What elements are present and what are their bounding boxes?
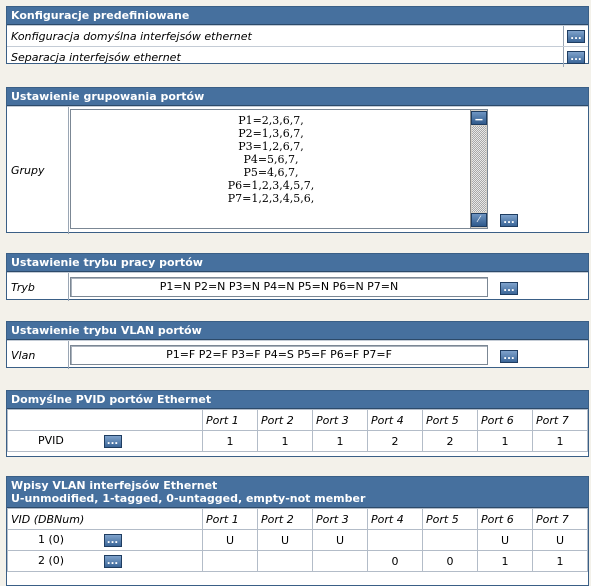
predef-default-label: Konfiguracja domyślna interfejsów ethernet bbox=[7, 26, 564, 46]
grouping-field-cell bbox=[69, 107, 588, 234]
vlan-port-header: Port 6 bbox=[478, 509, 533, 530]
pvid-port-header: Port 6 bbox=[478, 410, 533, 431]
grouping-lines bbox=[71, 114, 471, 205]
vlan-entry-vid-cell bbox=[8, 530, 203, 551]
grouping-title: Ustawienie grupowania portów bbox=[7, 88, 588, 106]
mode-title: Ustawienie trybu pracy portów bbox=[7, 254, 588, 272]
pvid-port-header: Port 5 bbox=[423, 410, 478, 431]
pvid-row-label: PVID bbox=[38, 434, 64, 447]
vlan-entries-header bbox=[7, 477, 588, 508]
vlan-entry-cell bbox=[368, 530, 423, 551]
pvid-panel bbox=[6, 390, 589, 457]
pvid-port-header: Port 4 bbox=[368, 410, 423, 431]
vid-column-header: VID (DBNum) bbox=[8, 509, 203, 530]
pvid-table bbox=[7, 409, 588, 452]
pvid-port-header: Port 7 bbox=[533, 410, 588, 431]
mode-field-cell bbox=[69, 273, 588, 301]
vlan-entry-edit-button[interactable]: ... bbox=[104, 555, 122, 568]
predef-separation-btn-cell bbox=[564, 47, 588, 67]
pvid-value: 1 bbox=[478, 431, 533, 452]
pvid-edit-button[interactable]: ... bbox=[104, 435, 122, 448]
vlan-entry-cell bbox=[258, 551, 313, 572]
predef-row-default bbox=[7, 25, 588, 46]
grouping-line: P7=1,2,3,4,5,6, bbox=[227, 192, 315, 205]
vlan-entries-header-row bbox=[8, 509, 588, 530]
vlan-entry-cell bbox=[203, 551, 258, 572]
vlan-entry-row bbox=[8, 551, 588, 572]
predef-separation-label: Separacja interfejsów ethernet bbox=[7, 47, 564, 67]
vlan-entry-cell: U bbox=[313, 530, 368, 551]
vlan-entry-cell: U bbox=[478, 530, 533, 551]
mode-label: Tryb bbox=[7, 273, 69, 301]
grouping-apply-button[interactable]: ... bbox=[500, 214, 518, 227]
vlan-entry-cell: 1 bbox=[478, 551, 533, 572]
grouping-line: P4=5,6,7, bbox=[243, 153, 299, 166]
vlan-port-header: Port 3 bbox=[313, 509, 368, 530]
pvid-row-label-cell bbox=[8, 431, 203, 452]
vlan-entries-panel bbox=[6, 476, 589, 586]
vlan-mode-label: Vlan bbox=[7, 341, 69, 369]
vlan-entry-vid: 1 (0) bbox=[38, 533, 65, 546]
predef-default-button[interactable]: ... bbox=[567, 30, 585, 43]
resize-grip-icon[interactable]: ⁄ bbox=[471, 213, 487, 227]
vlan-mode-row bbox=[7, 340, 588, 369]
vlan-entry-cell: U bbox=[258, 530, 313, 551]
predef-panel bbox=[6, 6, 589, 64]
vlan-entry-vid-cell bbox=[8, 551, 203, 572]
pvid-value: 1 bbox=[203, 431, 258, 452]
mode-panel bbox=[6, 253, 589, 300]
grouping-scrollbar[interactable] bbox=[470, 110, 487, 228]
predef-row-separation bbox=[7, 46, 588, 67]
pvid-port-header: Port 3 bbox=[313, 410, 368, 431]
vlan-port-header: Port 4 bbox=[368, 509, 423, 530]
scroll-track[interactable] bbox=[472, 126, 486, 212]
grouping-label: Grupy bbox=[7, 107, 69, 234]
grouping-row bbox=[7, 106, 588, 234]
pvid-value: 2 bbox=[423, 431, 478, 452]
vlan-entries-title: Wpisy VLAN interfejsów Ethernet bbox=[11, 479, 218, 492]
vlan-mode-panel bbox=[6, 321, 589, 368]
predef-title: Konfiguracje predefiniowane bbox=[7, 7, 588, 25]
pvid-value: 1 bbox=[313, 431, 368, 452]
pvid-port-header: Port 2 bbox=[258, 410, 313, 431]
pvid-value: 1 bbox=[533, 431, 588, 452]
grouping-line: P1=2,3,6,7, bbox=[238, 114, 304, 127]
vlan-port-header: Port 2 bbox=[258, 509, 313, 530]
mode-row bbox=[7, 272, 588, 301]
vlan-port-header: Port 7 bbox=[533, 509, 588, 530]
mode-input[interactable]: P1=N P2=N P3=N P4=N P5=N P6=N P7=N bbox=[70, 277, 488, 297]
pvid-value: 2 bbox=[368, 431, 423, 452]
vlan-port-header: Port 5 bbox=[423, 509, 478, 530]
grouping-line: P3=1,2,6,7, bbox=[238, 140, 304, 153]
vlan-entry-cell: U bbox=[533, 530, 588, 551]
predef-separation-button[interactable]: ... bbox=[567, 51, 585, 64]
vlan-entry-row bbox=[8, 530, 588, 551]
pvid-header-row bbox=[8, 410, 588, 431]
vlan-entry-cell bbox=[423, 530, 478, 551]
grouping-panel bbox=[6, 87, 589, 233]
vlan-mode-input[interactable]: P1=F P2=F P3=F P4=S P5=F P6=F P7=F bbox=[70, 345, 488, 365]
vlan-mode-apply-button[interactable]: ... bbox=[500, 350, 518, 363]
mode-apply-button[interactable]: ... bbox=[500, 282, 518, 295]
grouping-line: P2=1,3,6,7, bbox=[238, 127, 304, 140]
vlan-entry-vid: 2 (0) bbox=[38, 554, 65, 567]
scroll-up-button[interactable]: ▁ bbox=[471, 111, 487, 125]
grouping-textarea[interactable] bbox=[70, 109, 488, 229]
vlan-entries-table bbox=[7, 508, 588, 572]
vlan-entries-subtitle: U-unmodified, 1-tagged, 0-untagged, empty-not member bbox=[11, 492, 366, 505]
pvid-header-blank bbox=[8, 410, 203, 431]
vlan-port-header: Port 1 bbox=[203, 509, 258, 530]
vlan-entry-cell: 0 bbox=[368, 551, 423, 572]
pvid-value: 1 bbox=[258, 431, 313, 452]
vlan-entry-cell: U bbox=[203, 530, 258, 551]
pvid-title: Domyślne PVID portów Ethernet bbox=[7, 391, 588, 409]
vlan-entry-cell: 1 bbox=[533, 551, 588, 572]
vlan-mode-title: Ustawienie trybu VLAN portów bbox=[7, 322, 588, 340]
pvid-value-row bbox=[8, 431, 588, 452]
vlan-entry-cell: 0 bbox=[423, 551, 478, 572]
vlan-mode-field-cell bbox=[69, 341, 588, 369]
grouping-line: P5=4,6,7, bbox=[243, 166, 299, 179]
pvid-port-header: Port 1 bbox=[203, 410, 258, 431]
predef-default-btn-cell bbox=[564, 26, 588, 46]
vlan-entry-cell bbox=[313, 551, 368, 572]
vlan-entry-edit-button[interactable]: ... bbox=[104, 534, 122, 547]
grouping-line: P6=1,2,3,4,5,7, bbox=[227, 179, 315, 192]
